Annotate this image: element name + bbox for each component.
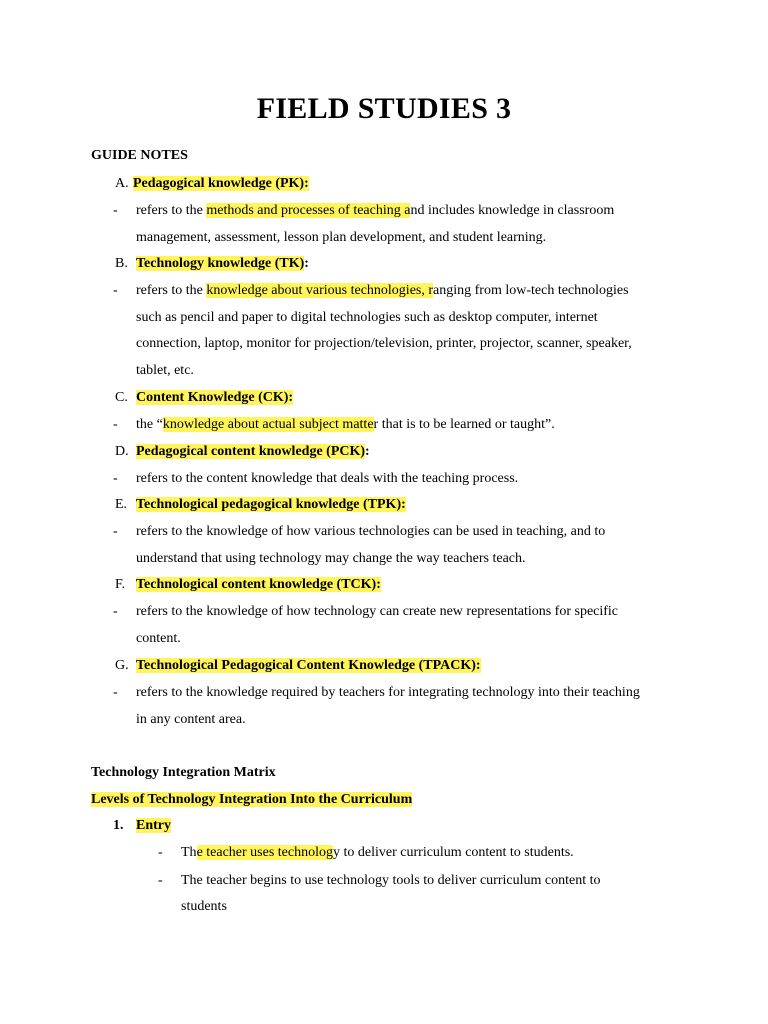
item-text-b-4: tablet, etc. [136,363,194,378]
item-text-f-2: content. [136,631,181,646]
dash-d-1: - [113,471,118,486]
entry-bullet-2: The teacher begins to use technology tools to deliver curriculum content to [181,873,601,888]
item-text-e-1: refers to the knowledge of how various technologies can be used in teaching, and to [136,524,606,539]
guide-notes-heading: GUIDE NOTES [91,148,188,163]
matrix-heading: Technology Integration Matrix [91,765,276,780]
item-text-e-2: understand that using technology may change the way teachers teach. [136,551,526,566]
item-text-a-2: management, assessment, lesson plan development, and student learning. [136,230,547,245]
item-heading-e: Technological pedagogical knowledge (TPK): [136,497,406,512]
item-text-f-1: refers to the knowledge of how technology can create new representations for specific [136,604,619,619]
item-letter-b: B. [115,256,128,271]
item-heading-g: Technological Pedagogical Content Knowledge (TPACK): [136,658,481,673]
item-letter-a: A. [115,176,129,191]
levels-heading: Levels of Technology Integration Into the Curriculum [91,792,413,807]
item-letter-g: G. [115,658,129,673]
item-text-a-1: refers to the methods and processes of teaching and includes knowledge in classroom [136,203,615,218]
item-heading-f: Technological content knowledge (TCK): [136,577,381,592]
entry-bullet-1: The teacher uses technology to deliver curriculum content to students. [181,845,574,860]
bullet-dash-2: - [158,873,163,888]
item-text-c-1: the “knowledge about actual subject matter that is to be learned or taught”. [136,417,555,432]
level-number-1: 1. [113,818,124,833]
item-heading-c: Content Knowledge (CK): [136,390,294,405]
item-text-b-2: such as pencil and paper to digital technologies such as desktop computer, internet [136,310,598,325]
dash-b-1: - [113,283,118,298]
item-text-g-1: refers to the knowledge required by teachers for integrating technology into their teaching [136,685,640,700]
item-letter-c: C. [115,390,128,405]
item-heading-a: Pedagogical knowledge (PK): [133,176,309,191]
page-title: FIELD STUDIES 3 [256,92,512,125]
dash-c-1: - [113,417,118,432]
item-text-g-2: in any content area. [136,712,246,727]
item-heading-d: Pedagogical content knowledge (PCK): [136,444,370,459]
item-letter-d: D. [115,444,129,459]
item-letter-e: E. [115,497,128,512]
entry-bullet-2-cont: students [181,899,227,914]
level-label-entry: Entry [136,818,171,833]
dash-a-1: - [113,203,118,218]
item-text-b-1: refers to the knowledge about various technologies, ranging from low-tech technologies [136,283,629,298]
dash-g-1: - [113,685,118,700]
item-text-b-3: connection, laptop, monitor for projection/television, printer, projector, scanner, speaker, [136,336,632,351]
dash-e-1: - [113,524,118,539]
dash-f-1: - [113,604,118,619]
item-text-d-1: refers to the content knowledge that deals with the teaching process. [136,471,519,486]
bullet-dash-1: - [158,845,163,860]
item-letter-f: F. [115,577,126,592]
item-heading-b: Technology knowledge (TK): [136,256,309,271]
